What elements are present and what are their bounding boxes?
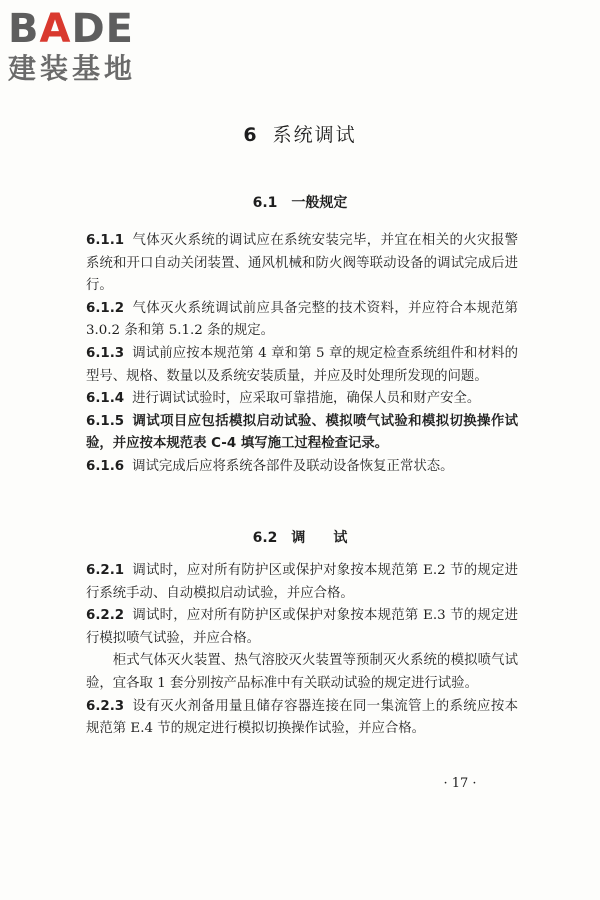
chapter-name: 系统调试 xyxy=(272,124,357,146)
section-body-6-2 xyxy=(86,560,518,741)
section-title-6-1: 6.1 一般规定 xyxy=(252,195,348,211)
clause-paragraph: 6.1.1 气体灭火系统的调试应在系统安装完毕，并宜在相关的火灾报警系统和开口自动关闭装置、通风机械和防火阀等联动设备的调试完成后进行。 xyxy=(86,233,518,294)
chapter-number: 6 xyxy=(243,124,259,146)
section-title-6-2: 6.2 调 试 xyxy=(252,530,348,546)
clause-paragraph: 6.1.4 进行调试试验时，应采取可靠措施，确保人员和财产安全。 xyxy=(86,391,481,407)
clause-paragraph: 6.1.3 调试前应按本规范第 4 章和第 5 章的规定检查系统组件和材料的型号、规格、数量以及系统安装质量，并应及时处理所发现的问题。 xyxy=(86,345,518,384)
logo-subtitle: 建装基地 xyxy=(8,52,137,85)
clause-paragraph: 6.1.6 调试完成后应将系统各部件及联动设备恢复正常状态。 xyxy=(86,458,454,474)
clause-paragraph-mandatory: 6.1.5 调试项目应包括模拟启动试验、模拟喷气试验和模拟切换操作试验，并应按本规范表 C-4 填写施工过程检查记录。 xyxy=(86,413,518,452)
bade-logo xyxy=(8,6,178,86)
clause-note-paragraph: 柜式气体灭火装置、热气溶胶灭火装置等预制灭火系统的模拟喷气试验，宜各取 1 套分别按产品标准中有关联动试验的规定进行试验。 xyxy=(86,653,518,691)
section-body-6-1 xyxy=(86,230,518,479)
logo-wordmark: BADE xyxy=(8,6,134,52)
clause-paragraph: 6.2.3 设有灭火剂备用量且储存容器连接在同一集流管上的系统应按本规范第 E.4 节的规定进行模拟切换操作试验，并应合格。 xyxy=(86,698,518,737)
page-number: · 17 · xyxy=(443,776,477,791)
chapter-title xyxy=(0,120,600,147)
clause-paragraph: 6.2.2 调试时，应对所有防护区或保护对象按本规范第 E.3 节的规定进行模拟喷气试验，并应合格。 xyxy=(86,608,518,646)
clause-paragraph: 6.1.2 气体灭火系统调试前应具备完整的技术资料，并应符合本规范第 3.0.2 条和第 5.1.2 条的规定。 xyxy=(86,300,518,339)
clause-paragraph: 6.2.1 调试时，应对所有防护区或保护对象按本规范第 E.2 节的规定进行系统手动、自动模拟启动试验，并应合格。 xyxy=(86,563,518,601)
